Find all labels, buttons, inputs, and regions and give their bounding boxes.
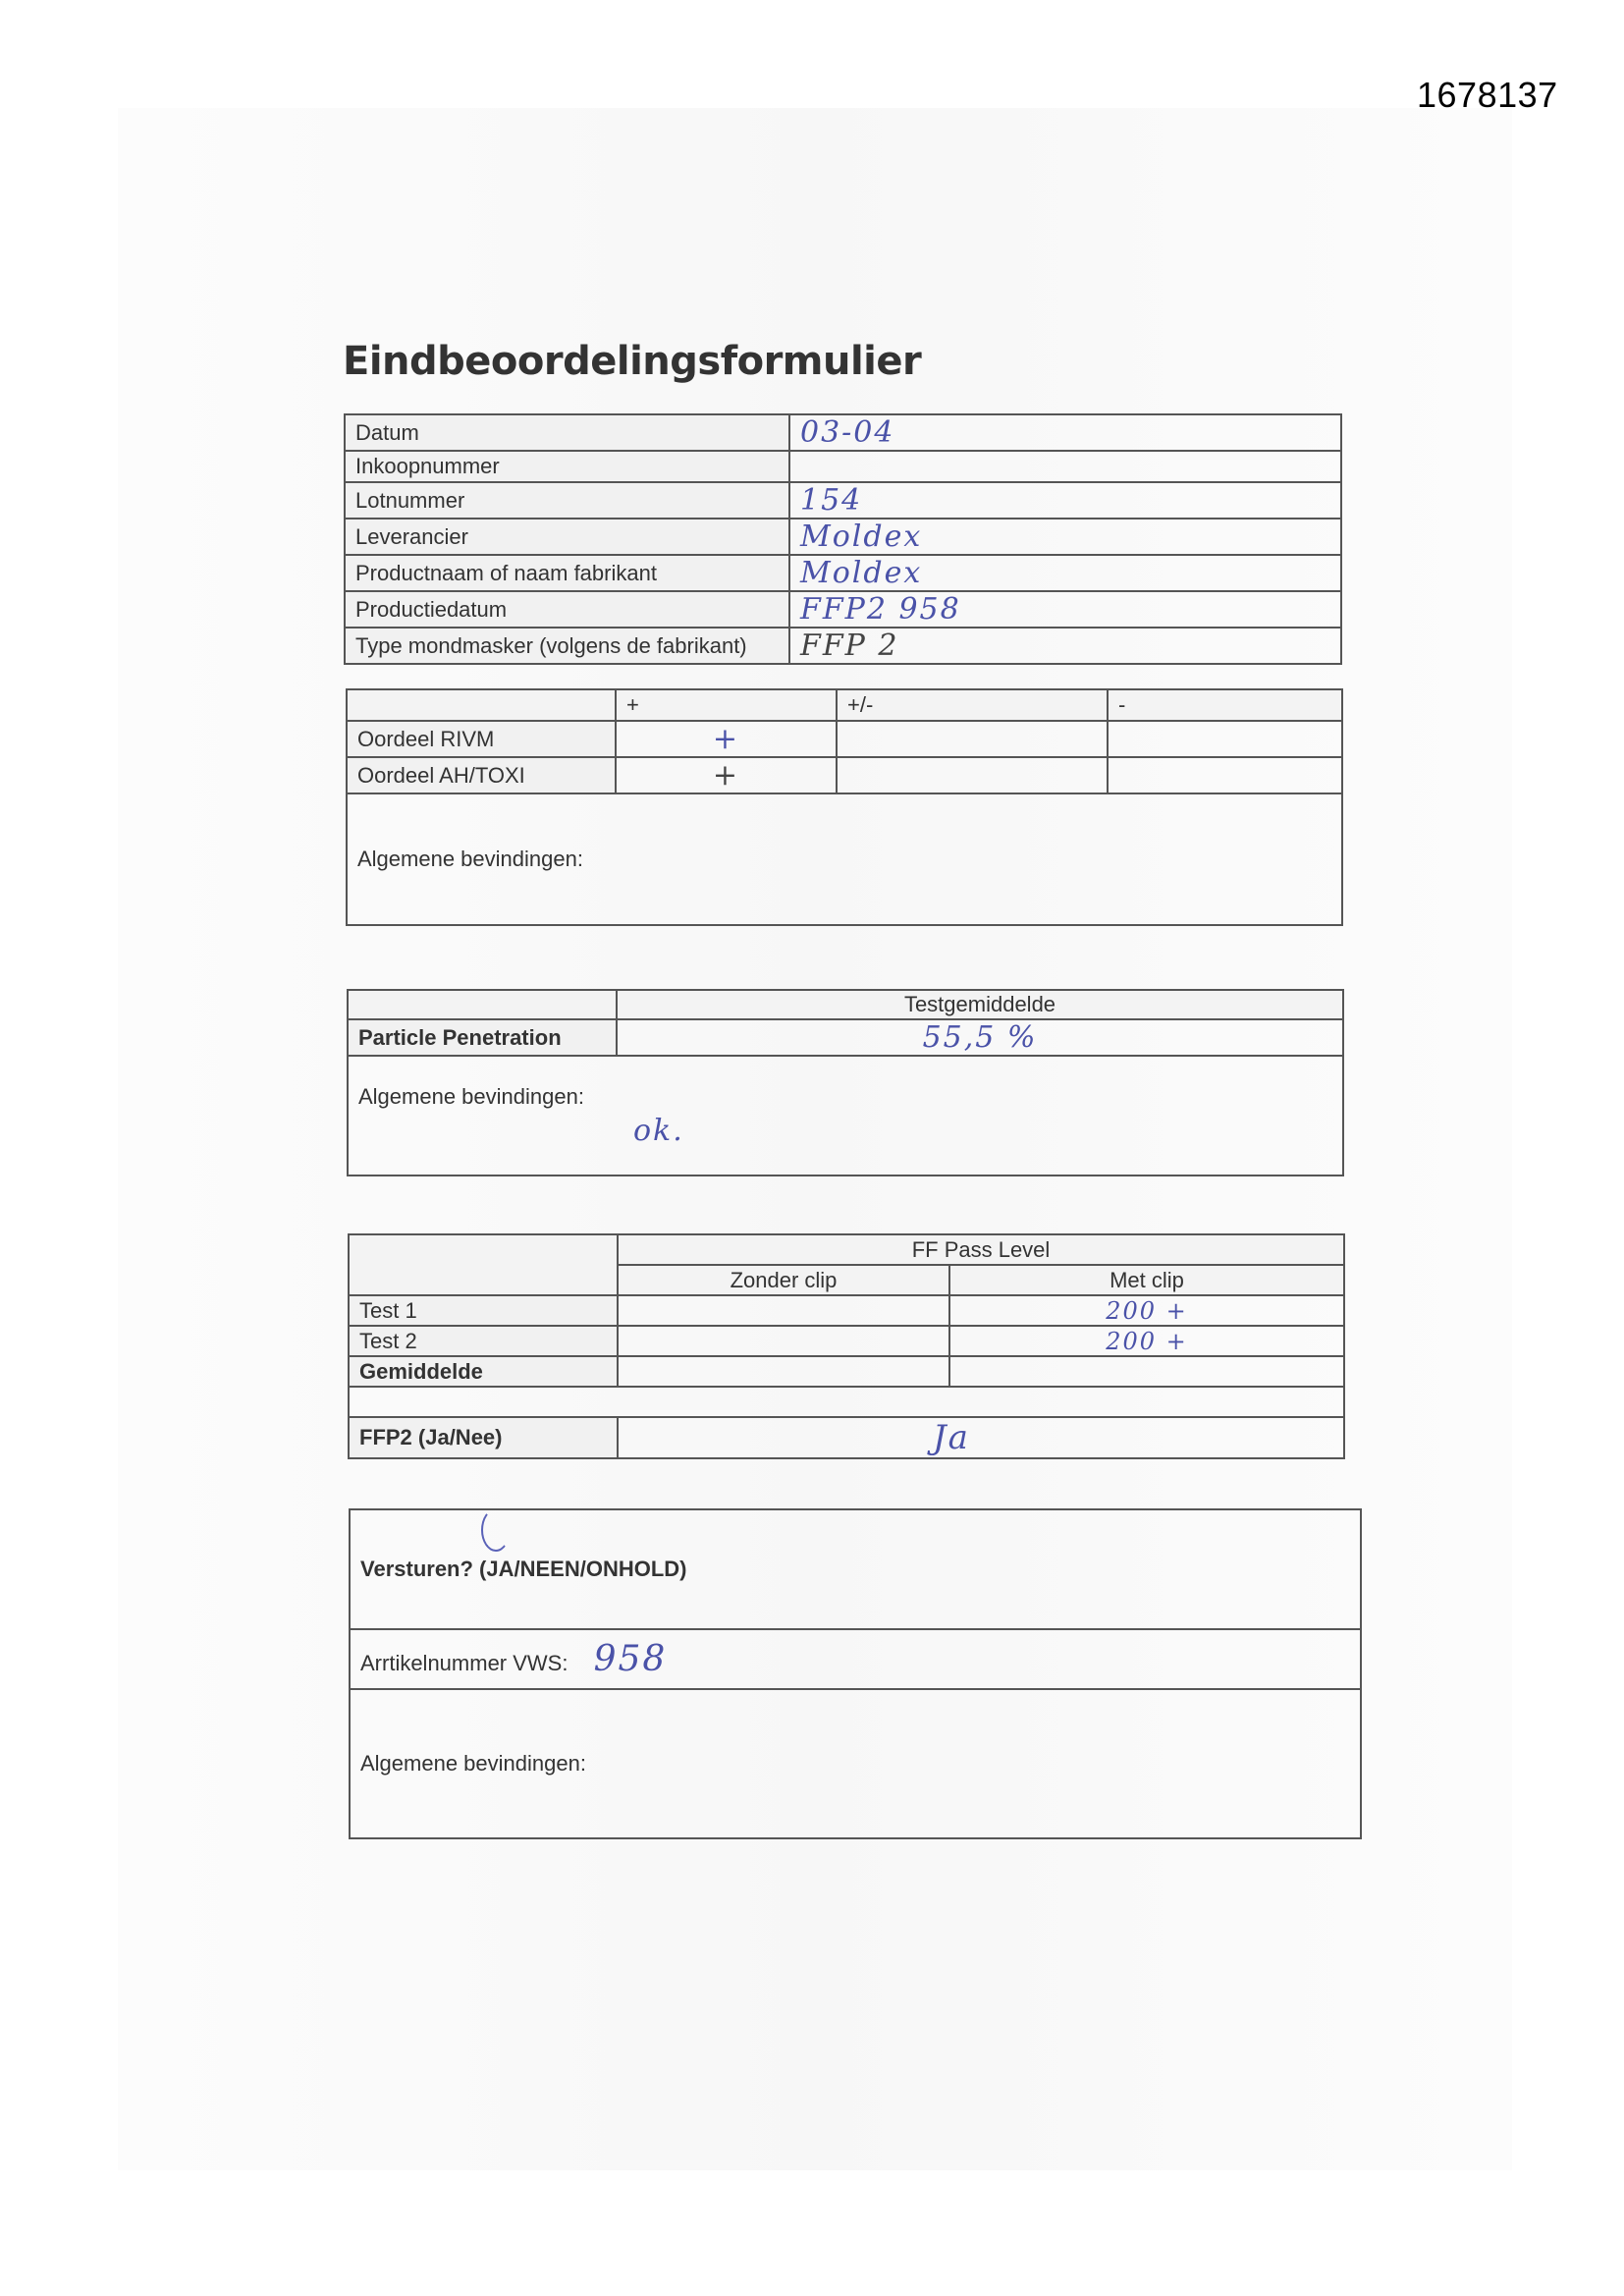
findings-row bbox=[347, 793, 1342, 925]
header-empty bbox=[349, 1234, 618, 1295]
document-id: 1678137 bbox=[1417, 75, 1558, 115]
judgement-findings-field[interactable] bbox=[347, 793, 1342, 925]
productiedatum-field[interactable]: FFP2 958 bbox=[789, 591, 1341, 628]
artikelnummer-label: Arrtikelnummer VWS: bbox=[360, 1651, 568, 1675]
judgement-table bbox=[346, 688, 1343, 926]
test1-met-clip-field[interactable]: 200 + bbox=[949, 1295, 1344, 1326]
versturen-label: Versturen? (JA/NEEN/ONHOLD) bbox=[360, 1557, 687, 1581]
spacer-cell bbox=[349, 1387, 1344, 1417]
ffp2-field[interactable]: Ja bbox=[618, 1417, 1344, 1458]
table-row bbox=[349, 1356, 1344, 1387]
table-row bbox=[345, 451, 1341, 482]
lotnummer-label: Lotnummer bbox=[345, 482, 789, 519]
table-row bbox=[345, 482, 1341, 519]
productnaam-label: Productnaam of naam fabrikant bbox=[345, 555, 789, 591]
header-zonder-clip: Zonder clip bbox=[618, 1265, 949, 1295]
oordeel-rivm-label: Oordeel RIVM bbox=[347, 721, 616, 757]
table-row bbox=[347, 757, 1342, 793]
table-row bbox=[349, 1417, 1344, 1458]
oordeel-ahtoxi-label: Oordeel AH/TOXI bbox=[347, 757, 616, 793]
type-mondmasker-label: Type mondmasker (volgens de fabrikant) bbox=[345, 628, 789, 664]
gemiddelde-label: Gemiddelde bbox=[349, 1356, 618, 1387]
ffp2-label: FFP2 (Ja/Nee) bbox=[349, 1417, 618, 1458]
table-row bbox=[349, 1326, 1344, 1356]
inkoopnummer-label: Inkoopnummer bbox=[345, 451, 789, 482]
particle-penetration-label: Particle Penetration bbox=[348, 1019, 617, 1056]
productiedatum-label: Productiedatum bbox=[345, 591, 789, 628]
table-row bbox=[345, 414, 1341, 451]
gemiddelde-zonder-clip-field[interactable] bbox=[618, 1356, 949, 1387]
test2-met-clip-field[interactable]: 200 + bbox=[949, 1326, 1344, 1356]
oordeel-ahtoxi-plus[interactable]: + bbox=[616, 757, 837, 793]
header-empty bbox=[347, 689, 616, 721]
oordeel-rivm-minus[interactable] bbox=[1108, 721, 1342, 757]
findings-value: ok. bbox=[633, 1113, 684, 1148]
header-met-clip: Met clip bbox=[949, 1265, 1344, 1295]
lotnummer-field[interactable]: 154 bbox=[789, 482, 1341, 519]
header-empty bbox=[348, 990, 617, 1019]
header-plusminus: +/- bbox=[837, 689, 1108, 721]
table-row bbox=[345, 519, 1341, 555]
header-plus: + bbox=[616, 689, 837, 721]
gemiddelde-met-clip-field[interactable] bbox=[949, 1356, 1344, 1387]
findings-row bbox=[350, 1689, 1361, 1838]
findings-label: Algemene bevindingen: bbox=[360, 1751, 586, 1776]
table-row bbox=[345, 628, 1341, 664]
leverancier-field[interactable]: Moldex bbox=[789, 519, 1341, 555]
shipping-findings-field[interactable] bbox=[350, 1689, 1361, 1838]
oordeel-ahtoxi-minus[interactable] bbox=[1108, 757, 1342, 793]
oordeel-ahtoxi-plusminus[interactable] bbox=[837, 757, 1108, 793]
productnaam-field[interactable]: Moldex bbox=[789, 555, 1341, 591]
table-header-row bbox=[348, 990, 1343, 1019]
findings-label: Algemene bevindingen: bbox=[358, 1083, 584, 1109]
particle-penetration-table bbox=[347, 989, 1344, 1176]
product-info-table bbox=[344, 413, 1342, 665]
test1-zonder-clip-field[interactable] bbox=[618, 1295, 949, 1326]
findings-row bbox=[348, 1056, 1343, 1175]
spacer-row bbox=[349, 1387, 1344, 1417]
particle-penetration-field[interactable]: 55,5 % bbox=[617, 1019, 1343, 1056]
leverancier-label: Leverancier bbox=[345, 519, 789, 555]
datum-label: Datum bbox=[345, 414, 789, 451]
artikelnummer-field[interactable] bbox=[350, 1629, 1361, 1689]
table-row bbox=[349, 1295, 1344, 1326]
table-row bbox=[345, 591, 1341, 628]
header-minus: - bbox=[1108, 689, 1342, 721]
artikelnummer-value: 958 bbox=[593, 1639, 668, 1679]
page-title: Eindbeoordelingsformulier bbox=[343, 339, 922, 384]
table-header-row bbox=[347, 689, 1342, 721]
oordeel-rivm-plus[interactable]: + bbox=[616, 721, 837, 757]
article-row bbox=[350, 1629, 1361, 1689]
header-testgemiddelde: Testgemiddelde bbox=[617, 990, 1343, 1019]
shipping-table bbox=[349, 1508, 1362, 1839]
table-header-row bbox=[349, 1234, 1344, 1265]
particle-findings-field[interactable] bbox=[348, 1056, 1343, 1175]
table-row bbox=[347, 721, 1342, 757]
type-mondmasker-field[interactable]: FFP 2 bbox=[789, 628, 1341, 664]
test2-label: Test 2 bbox=[349, 1326, 618, 1356]
findings-label: Algemene bevindingen: bbox=[357, 847, 583, 871]
test2-zonder-clip-field[interactable] bbox=[618, 1326, 949, 1356]
table-row bbox=[348, 1019, 1343, 1056]
datum-field[interactable]: 03-04 bbox=[789, 414, 1341, 451]
ja-selection-circle-icon bbox=[481, 1508, 511, 1552]
fit-test-table bbox=[348, 1233, 1345, 1459]
inkoopnummer-field[interactable] bbox=[789, 451, 1341, 482]
test1-label: Test 1 bbox=[349, 1295, 618, 1326]
table-row bbox=[345, 555, 1341, 591]
header-ff-pass-level: FF Pass Level bbox=[618, 1234, 1344, 1265]
oordeel-rivm-plusminus[interactable] bbox=[837, 721, 1108, 757]
